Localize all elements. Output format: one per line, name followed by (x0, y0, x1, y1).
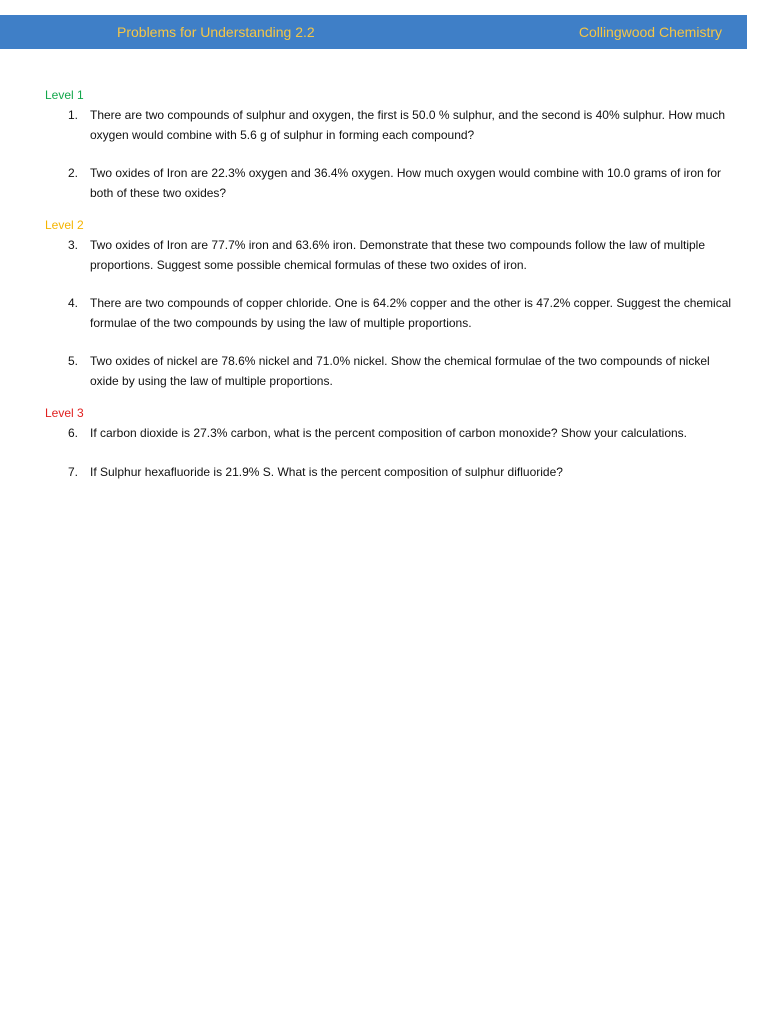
problem-text: There are two compounds of copper chloride. One is 64.2% copper and the other is 47.2% copper. Suggest the chemical formulae of the two compounds by using the law of multiple proportions. (90, 296, 732, 330)
problem-number: 2. (68, 166, 79, 180)
level-3-section (45, 405, 735, 482)
problem-item (45, 352, 735, 391)
problem-text: If carbon dioxide is 27.3% carbon, what is the percent composition of carbon monoxide? Show your calculations. (90, 426, 687, 440)
level-2-heading: Level 2 (45, 218, 84, 232)
course-name: Collingwood Chemistry (578, 24, 722, 40)
level-1-heading: Level 1 (45, 88, 84, 102)
level-2-section (45, 217, 735, 391)
level-1-problem-list (45, 106, 735, 203)
problem-sections (45, 87, 735, 482)
worksheet-title: Problems for Understanding 2.2 (117, 24, 315, 40)
problem-number: 4. (68, 296, 79, 310)
problem-number: 6. (68, 426, 79, 440)
level-3-problem-list (45, 424, 735, 482)
problem-number: 5. (68, 354, 79, 368)
level-3-heading: Level 3 (45, 406, 84, 420)
problem-text: There are two compounds of sulphur and oxygen, the first is 50.0 % sulphur, and the second is 40% sulphur. How much oxygen would combine with 5.6 g of sulphur in forming each compound? (90, 108, 726, 142)
level-2-problem-list (45, 236, 735, 391)
problem-item (45, 424, 735, 444)
problem-text: If Sulphur hexafluoride is 21.9% S. What is the percent composition of sulphur difluoride? (90, 464, 563, 479)
level-1-section (45, 87, 735, 203)
problem-number: 1. (68, 108, 79, 122)
problem-number: 3. (68, 238, 79, 252)
problem-text: Two oxides of Iron are 77.7% iron and 63.6% iron. Demonstrate that these two compounds follow the law of multiple proportions. Suggest some possible chemical formulas of these two oxides of iron. (90, 238, 705, 272)
problem-text: Two oxides of nickel are 78.6% nickel and 71.0% nickel. Show the chemical formulae of the two compounds of nickel oxide by using the law of multiple proportions. (90, 354, 710, 388)
problem-item (45, 164, 735, 203)
problem-item (45, 236, 735, 275)
problem-item (45, 463, 735, 483)
problem-text: Two oxides of Iron are 22.3% oxygen and 36.4% oxygen. How much oxygen would combine with 10.0 grams of iron for both of these two oxides? (90, 166, 722, 200)
problem-number: 7. (68, 464, 79, 479)
problem-item (45, 294, 735, 333)
header-bar (0, 15, 747, 49)
problem-item (45, 106, 735, 145)
